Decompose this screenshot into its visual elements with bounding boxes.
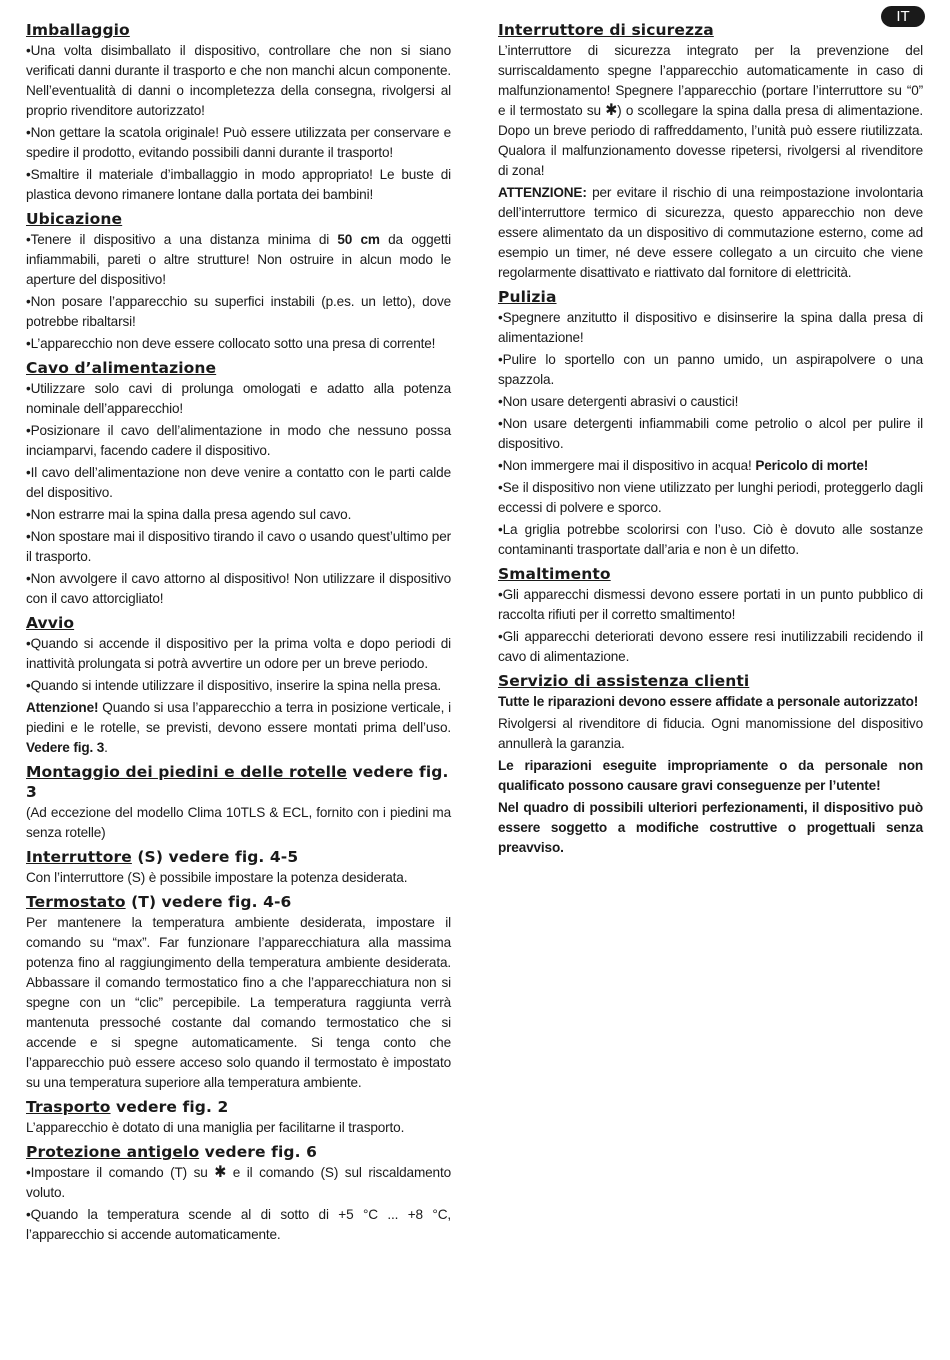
section-sicurezza xyxy=(498,20,923,283)
paragraph: •Smaltire il materiale d’imballaggio in modo appropriato! Le buste di plastica devono rimanere lontane dalla portata dei bambini! xyxy=(26,167,451,202)
paragraph: •Quando si intende utilizzare il dispositivo, inserire la spina nella presa. xyxy=(26,678,441,693)
section-antigelo xyxy=(26,1142,451,1245)
paragraph: •Posizionare il cavo dell’alimentazione in modo che nessuno possa inciamparvi, facendo cadere il dispositivo. xyxy=(26,423,451,458)
section-cavo xyxy=(26,358,451,609)
section-pulizia xyxy=(498,287,923,560)
heading-smaltimento: Smaltimento xyxy=(498,565,611,583)
paragraph: •Non immergere mai il dispositivo in acqua! Pericolo di morte! xyxy=(498,458,869,473)
paragraph: •Utilizzare solo cavi di prolunga omologati e adatto alla potenza nominale dell’apparecchio! xyxy=(26,381,451,416)
heading-montaggio: Montaggio dei piedini e delle rotelle vedere fig. 3 xyxy=(26,763,449,801)
paragraph: •Una volta disimballato il dispositivo, controllare che non si siano verificati danni durante il trasporto e che non manchi alcun componente. Nell’eventualità di danni o incompletezza della consegna, rivolgersi al proprio rivenditore autorizzato! xyxy=(26,43,451,118)
section-termostato xyxy=(26,892,451,1093)
section-interruttore xyxy=(26,847,451,888)
paragraph: •Tenere il dispositivo a una distanza minima di 50 cm da oggetti infiammabili, pareti o altre strutture! Non ostruire in alcun modo le aperture del dispositivo! xyxy=(26,232,452,287)
heading-interruttore: Interruttore (S) vedere fig. 4-5 xyxy=(26,848,299,866)
paragraph: •Pulire lo sportello con un panno umido, un aspirapolvere o una spazzola. xyxy=(498,352,923,387)
heading-sicurezza: Interruttore di sicurezza xyxy=(498,21,714,39)
paragraph: L’apparecchio è dotato di una maniglia per facilitarne il trasporto. xyxy=(26,1120,405,1135)
left-column xyxy=(26,20,451,1249)
right-column xyxy=(498,20,923,862)
paragraph: Le riparazioni eseguite impropriamente o da personale non qualificato possono causare gravi conseguenze per l’utente! xyxy=(498,758,923,793)
heading-pulizia: Pulizia xyxy=(498,288,557,306)
paragraph: •Non estrarre mai la spina dalla presa agendo sul cavo. xyxy=(26,507,352,522)
section-avvio xyxy=(26,613,451,758)
heading-termostato: Termostato (T) vedere fig. 4-6 xyxy=(26,893,292,911)
paragraph: •L’apparecchio non deve essere collocato sotto una presa di corrente! xyxy=(26,336,436,351)
paragraph: •Quando si accende il dispositivo per la prima volta e dopo periodi di inattività prolungata si potrà avvertire un odore per un breve periodo. xyxy=(26,636,451,671)
paragraph: •Gli apparecchi deteriorati devono essere resi inutilizzabili recidendo il cavo di alimentazione. xyxy=(498,629,923,664)
paragraph: •Non gettare la scatola originale! Può essere utilizzata per conservare e spedire il prodotto, evitando possibili danni durante il trasporto! xyxy=(26,125,451,160)
heading-imballaggio: Imballaggio xyxy=(26,21,130,39)
heading-avvio: Avvio xyxy=(26,614,75,632)
paragraph: •Spegnere anzitutto il dispositivo e disinserire la spina dalla presa di alimentazione! xyxy=(498,310,923,345)
paragraph: •Quando la temperatura scende al di sotto di +5 °C ... +8 °C, l’apparecchio si accende automaticamente. xyxy=(26,1207,451,1242)
paragraph: •La griglia potrebbe scolorirsi con l’uso. Ciò è dovuto alle sostanze contaminanti trasportate dall’aria e non è un difetto. xyxy=(498,522,923,557)
heading-servizio: Servizio di assistenza clienti xyxy=(498,672,750,690)
paragraph: •Non posare l’apparecchio su superfici instabili (p.es. un letto), dove potrebbe ribaltarsi! xyxy=(26,294,451,329)
snowflake-icon: ✱ xyxy=(214,1164,227,1181)
paragraph: •Il cavo dell’alimentazione non deve venire a contatto con le parti calde del dispositivo. xyxy=(26,465,451,500)
heading-trasporto: Trasporto vedere fig. 2 xyxy=(26,1098,229,1116)
language-badge: IT xyxy=(881,6,925,27)
section-montaggio xyxy=(26,762,451,843)
paragraph: L’interruttore di sicurezza integrato per la prevenzione del surriscaldamento spegne l’apparecchio automaticamente in caso di malfunzionamento! Spegnere l’apparecchio (portare l’interruttore su “0” e il termostato su ✱) o scollegare la spina dalla presa di alimentazione. Dopo un breve periodo di raffreddamento, l’unità può essere riutilizzata. Qualora il malfunzionamento dovesse ripetersi, rivolgersi al rivenditore di zona! xyxy=(498,43,923,178)
section-smaltimento xyxy=(498,564,923,667)
paragraph: •Non avvolgere il cavo attorno al dispositivo! Non utilizzare il dispositivo con il cavo attorcigliato! xyxy=(26,571,451,606)
section-trasporto xyxy=(26,1097,451,1138)
paragraph: Rivolgersi al rivenditore di fiducia. Ogni manomissione del dispositivo annullerà la garanzia. xyxy=(498,716,923,751)
paragraph: •Non usare detergenti infiammabili come petrolio o alcol per pulire il dispositivo. xyxy=(498,416,923,451)
paragraph: •Gli apparecchi dismessi devono essere portati in un punto pubblico di raccolta rifiuti per il corretto smaltimento! xyxy=(498,587,923,622)
heading-antigelo: Protezione antigelo vedere fig. 6 xyxy=(26,1143,317,1161)
heading-cavo: Cavo d’alimentazione xyxy=(26,359,217,377)
paragraph: ATTENZIONE: per evitare il rischio di una reimpostazione involontaria dell’interruttore termico di sicurezza, questo apparecchio non deve essere alimentato da un dispositivo di commutazione esterno, come ad esempio un timer, né deve essere collegato a un circuito che viene regolarmente disattivato e riattivato dal fornitore di elettricità. xyxy=(498,185,923,280)
paragraph: •Se il dispositivo non viene utilizzato per lunghi periodi, proteggerlo dagli eccessi di polvere e sporco. xyxy=(498,480,923,515)
section-imballaggio xyxy=(26,20,451,205)
paragraph: Con l’interruttore (S) è possibile impostare la potenza desiderata. xyxy=(26,870,408,885)
paragraph: Attenzione! Quando si usa l’apparecchio a terra in posizione verticale, i piedini e le rotelle, se previsti, devono essere montati prima dell’uso. Vedere fig. 3. xyxy=(26,700,451,755)
paragraph: •Impostare il comando (T) su ✱ e il comando (S) sul riscaldamento voluto. xyxy=(26,1164,451,1200)
paragraph: Tutte le riparazioni devono essere affidate a personale autorizzato! xyxy=(498,694,919,709)
heading-ubicazione: Ubicazione xyxy=(26,210,123,228)
paragraph: (Ad eccezione del modello Clima 10TLS & ECL, fornito con i piedini ma senza rotelle) xyxy=(26,805,451,840)
snowflake-icon: ✱ xyxy=(605,102,618,119)
paragraph: •Non usare detergenti abrasivi o caustici! xyxy=(498,394,739,409)
paragraph: Nel quadro di possibili ulteriori perfezionamenti, il dispositivo può essere soggetto a modifiche costruttive o progettuali senza preavviso. xyxy=(498,800,923,855)
paragraph: Per mantenere la temperatura ambiente desiderata, impostare il comando su “max”. Far funzionare l’apparecchiatura alla massima potenza fino al raggiungimento della temperatura ambiente desiderata. Abbassare il comando termostatico fino a che l’apparecchiatura non si spegne con un “clic” percepibile. La temperatura raggiunta verrà mantenuta pressoché costante dal comando termostatico che si accende e si spegne automaticamente. Si tenga conto che l’apparecchio può essere acceso solo quando il termostato è impostato su una temperatura superiore alla temperatura ambiente. xyxy=(26,915,451,1090)
paragraph: •Non spostare mai il dispositivo tirando il cavo o usando quest’ultimo per il trasporto. xyxy=(26,529,451,564)
section-servizio xyxy=(498,671,923,858)
section-ubicazione xyxy=(26,209,451,354)
